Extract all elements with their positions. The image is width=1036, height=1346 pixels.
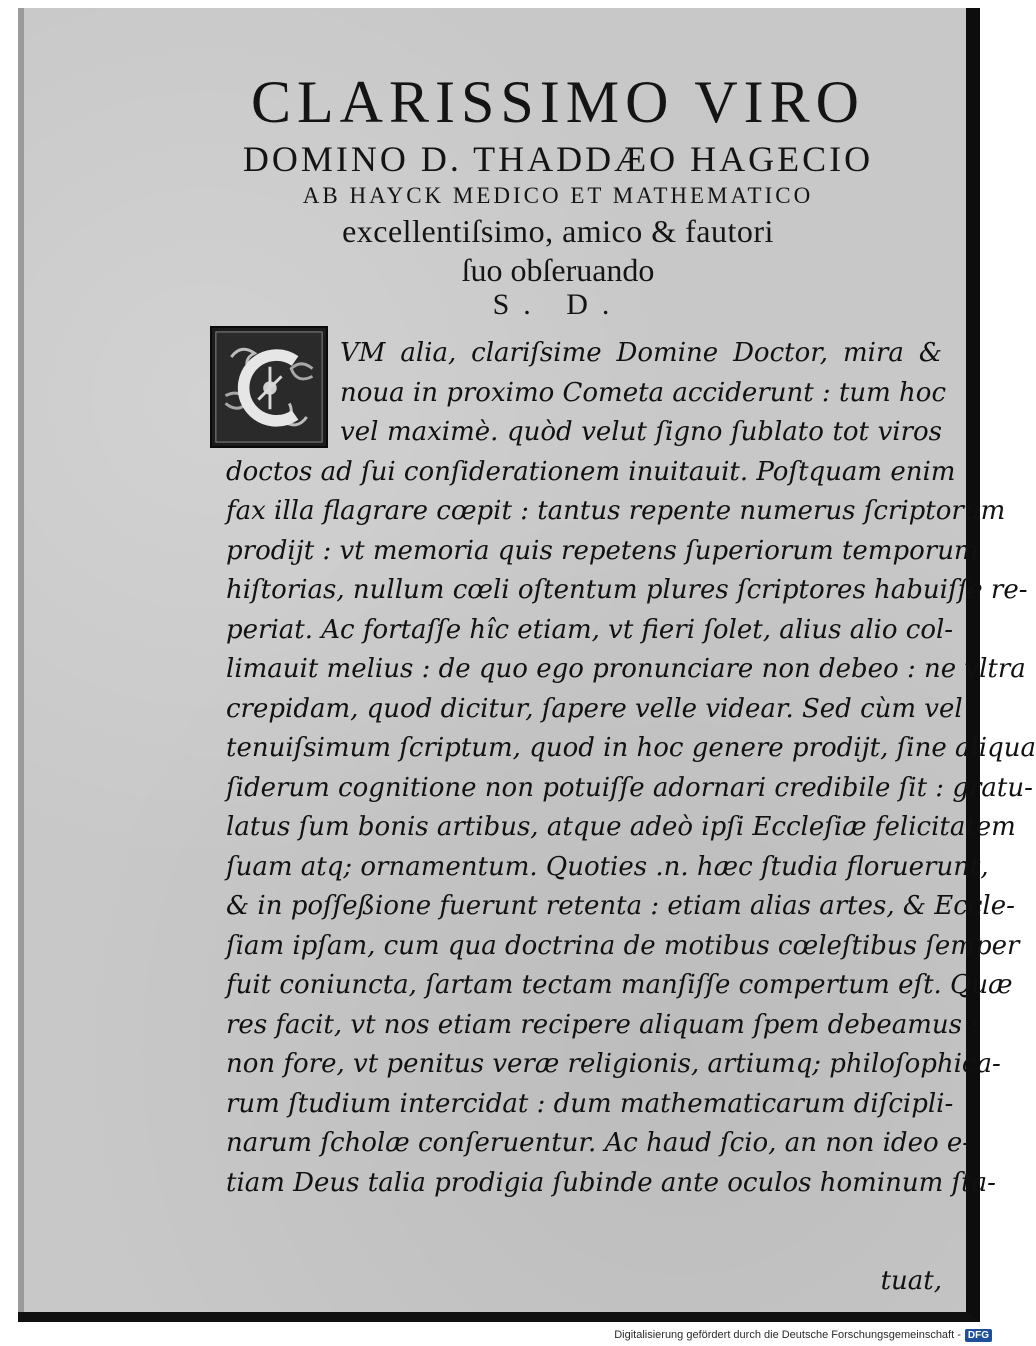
heading-line-5: ſuo obſeruando [461, 252, 655, 288]
text-line: VM alia, clariſsime Domine Doctor, mira & [340, 338, 942, 368]
text-line: ſuam atq; ornamentum. Quoties .n. hæc ſtudia floruerunt, [226, 852, 989, 882]
text-line: res facit, vt nos etiam recipere aliquam ſpem debeamus : [226, 1010, 980, 1040]
text-line: tiam Deus talia prodigia ſubinde ante oculos hominum ſta- [226, 1168, 996, 1198]
text-line: ſiam ipſam, cum qua doctrina de motibus cœleſtibus ſemper [226, 931, 1020, 961]
text-line: noua in proximo Cometa acciderunt : tum hoc [340, 378, 947, 408]
credit-text: Digitalisierung gefördert durch die Deutsche Forschungsgemeinschaft - [614, 1329, 961, 1341]
catchword: tuat, [880, 1266, 942, 1296]
text-line: prodijt : vt memoria quis repetens ſuperiorum temporum [226, 536, 979, 566]
heading-line-2: DOMINO D. THADDÆO HAGECIO [242, 139, 874, 179]
text-line: crepidam, quod dicitur, ſapere velle videar. Sed cùm vel [226, 694, 963, 724]
text-line: latus ſum bonis artibus, atque adeò ipſi Eccleſiæ felicitatem [226, 812, 1016, 842]
text-line: ſiderum cognitione non potuiſſe adornari credibile ſit : gratu- [226, 773, 1033, 803]
text-line: limauit melius : de quo ego pronunciare non debeo : ne vltra [226, 654, 1026, 684]
text-line: rum ſtudium intercidat : dum mathematicarum diſcipli- [226, 1089, 954, 1119]
book-page [18, 8, 1036, 1322]
heading-line-1: CLARISSIMO VIRO [251, 69, 865, 135]
text-line: fuit coniuncta, ſartam tectam manſiſſe compertum eſt. Quæ [226, 970, 1013, 1000]
dfg-logo: DFG [965, 1329, 992, 1342]
ornamental-initial-C-icon [210, 326, 328, 448]
digitization-credit [614, 1326, 992, 1344]
text-line: hiſtorias, nullum cœli oſtentum plures ſcriptores habuiſſe re- [226, 575, 1028, 605]
text-line: fax illa flagrare cœpit : tantus repente numerus ſcriptorum [226, 496, 1006, 526]
text-line: tenuiſsimum ſcriptum, quod in hoc genere prodijt, ſine aliqua [226, 733, 1036, 763]
text-line: doctos ad ſui conſiderationem inuitauit. Poſtquam enim [226, 457, 956, 487]
text-line: periat. Ac fortaſſe hîc etiam, vt fieri ſolet, alius alio col- [226, 615, 954, 645]
heading-salutation: S. D. [492, 288, 624, 321]
heading-line-3: AB HAYCK MEDICO ET MATHEMATICO [302, 183, 814, 208]
text-line: vel maximè. quòd velut ſigno ſublato tot viros [340, 417, 942, 447]
heading-line-4: excellentiſsimo, amico & fautori [342, 213, 774, 249]
text-line: narum ſcholæ conſeruentur. Ac haud ſcio, an non ideo e- [226, 1128, 972, 1158]
text-line: & in poſſeßione fuerunt retenta : etiam alias artes, & Eccle- [226, 891, 1015, 921]
text-line: non fore, vt penitus veræ religionis, artiumq; philoſophica- [226, 1049, 1001, 1079]
